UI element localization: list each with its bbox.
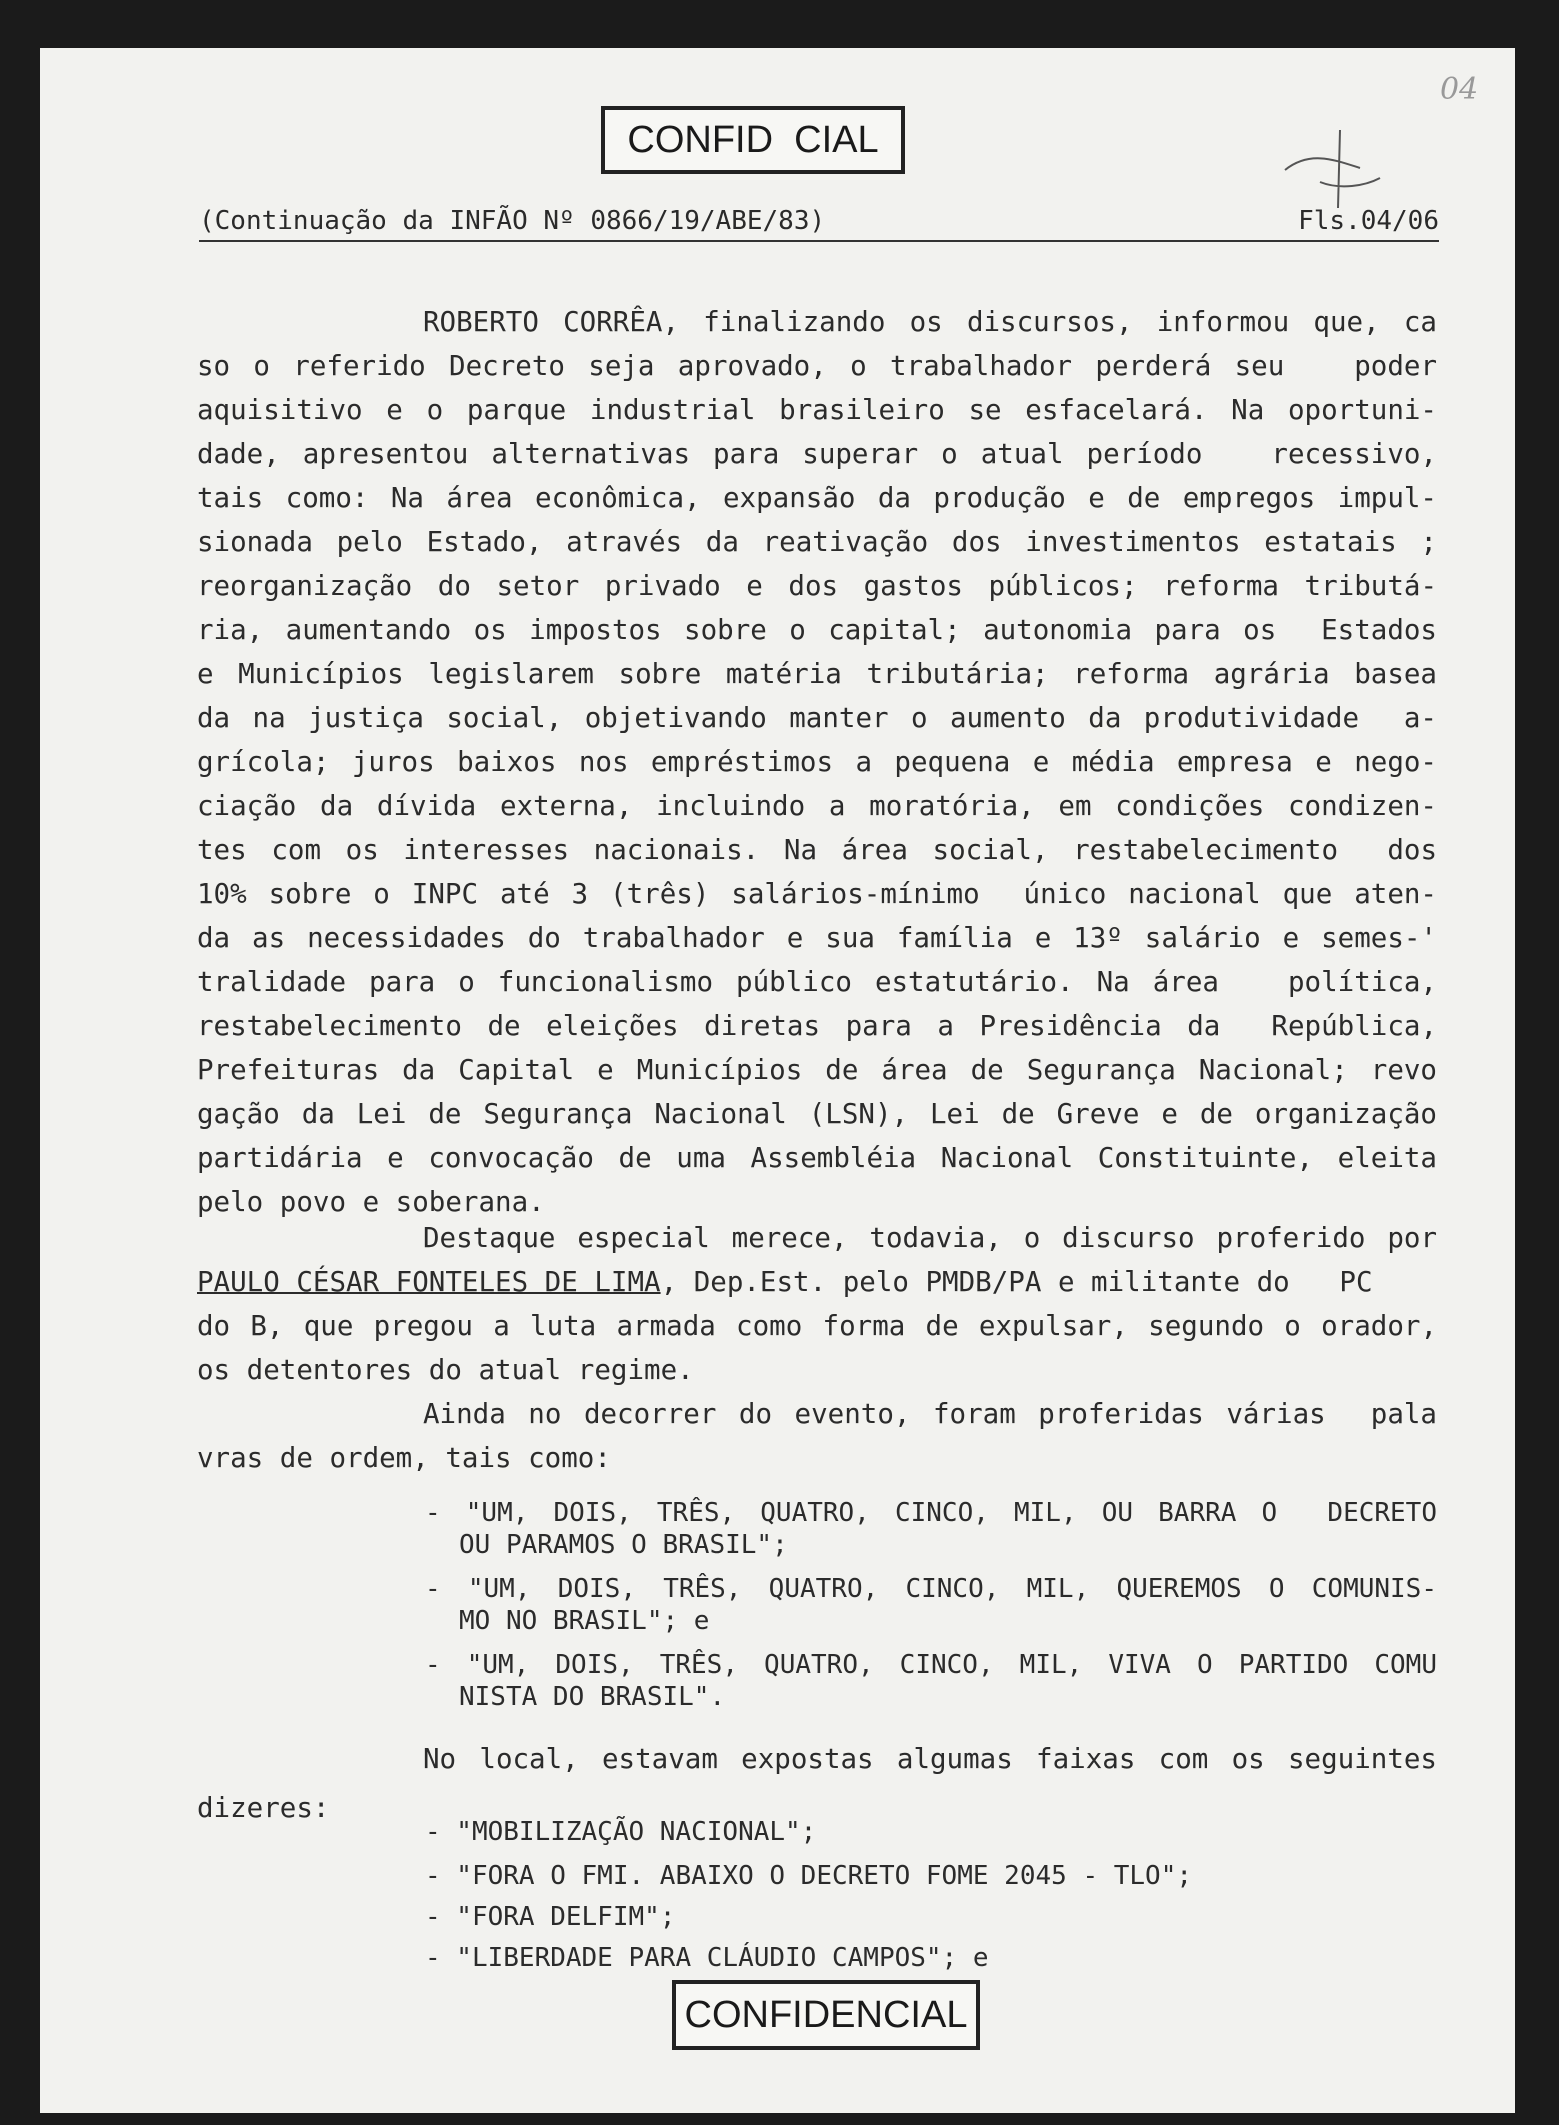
body-line: Destaque especial merece, todavia, o discurso proferido por — [423, 1222, 1437, 1254]
page-corner-number: 04 — [1440, 72, 1479, 107]
body-line: do B, que pregou a luta armada como forma de expulsar, segundo o orador, — [197, 1310, 1437, 1342]
slogan-item: - "UM, DOIS, TRÊS, QUATRO, CINCO, MIL, QUEREMOS O COMUNIS- — [425, 1574, 1437, 1604]
document-header — [199, 206, 1439, 242]
body-line: gação da Lei de Segurança Nacional (LSN), Lei de Greve e de organização — [197, 1098, 1437, 1130]
body-line: da na justiça social, objetivando manter o aumento da produtividade a- — [197, 702, 1437, 734]
confidential-stamp-top: CONFID CIAL — [601, 106, 905, 174]
body-line: 10% sobre o INPC até 3 (três) salários-mínimo único nacional que aten- — [197, 878, 1437, 910]
body-line: da as necessidades do trabalhador e sua família e 13º salário e semes-' — [197, 922, 1437, 954]
name-continuation: , Dep.Est. pelo PMDB/PA e militante do PC — [660, 1266, 1373, 1298]
body-line: partidária e convocação de uma Assembléia Nacional Constituinte, eleita — [197, 1142, 1437, 1174]
banner-item: - "MOBILIZAÇÃO NACIONAL"; — [425, 1817, 817, 1847]
body-line: pelo povo e soberana. — [197, 1186, 545, 1218]
slogan-item: - "UM, DOIS, TRÊS, QUATRO, CINCO, MIL, OU BARRA O DECRETO — [425, 1498, 1437, 1528]
signature-mark — [1280, 120, 1390, 210]
body-line: tais como: Na área econômica, expansão da produção e de empregos impul- — [197, 482, 1437, 514]
slogan-item-cont: MO NO BRASIL"; e — [459, 1606, 710, 1636]
body-line: ROBERTO CORRÊA, finalizando os discursos, informou que, ca — [423, 306, 1437, 338]
body-line: dade, apresentou alternativas para superar o atual período recessivo, — [197, 438, 1437, 470]
body-line: ria, aumentando os impostos sobre o capital; autonomia para os Estados — [197, 614, 1437, 646]
body-line: tes com os interesses nacionais. Na área social, restabelecimento dos — [197, 834, 1437, 866]
slogan-item-cont: OU PARAMOS O BRASIL"; — [459, 1530, 788, 1560]
header-folio: Fls.04/06 — [1298, 206, 1439, 236]
body-line: vras de ordem, tais como: — [197, 1442, 611, 1474]
banner-item: - "FORA O FMI. ABAIXO O DECRETO FOME 2045 - TLO"; — [425, 1861, 1193, 1891]
body-line: ciação da dívida externa, incluindo a moratória, em condições condizen- — [197, 790, 1437, 822]
slogan-item: - "UM, DOIS, TRÊS, QUATRO, CINCO, MIL, VIVA O PARTIDO COMU — [425, 1650, 1437, 1680]
slogan-item-cont: NISTA DO BRASIL". — [459, 1682, 726, 1712]
body-line: dizeres: — [197, 1792, 330, 1824]
banner-item: - "FORA DELFIM"; — [425, 1902, 676, 1932]
highlighted-name: PAULO CÉSAR FONTELES DE LIMA — [197, 1266, 661, 1298]
banner-item: - "LIBERDADE PARA CLÁUDIO CAMPOS"; e — [425, 1943, 989, 1973]
body-line: e Municípios legislarem sobre matéria tributária; reforma agrária basea — [197, 658, 1437, 690]
body-line: tralidade para o funcionalismo público estatutário. Na área política, — [197, 966, 1437, 998]
body-line: restabelecimento de eleições diretas para a Presidência da República, — [197, 1010, 1437, 1042]
body-line: grícola; juros baixos nos empréstimos a pequena e média empresa e nego- — [197, 746, 1437, 778]
body-line: os detentores do atual regime. — [197, 1354, 694, 1386]
body-line — [197, 1264, 1437, 1304]
body-line: Ainda no decorrer do evento, foram proferidas várias pala — [423, 1398, 1437, 1430]
body-line: aquisitivo e o parque industrial brasileiro se esfacelará. Na oportuni- — [197, 394, 1437, 426]
body-line: No local, estavam expostas algumas faixas com os seguintes — [423, 1743, 1437, 1775]
body-line: sionada pelo Estado, através da reativação dos investimentos estatais ; — [197, 526, 1437, 558]
header-reference: (Continuação da INFÃO Nº 0866/19/ABE/83) — [199, 206, 826, 236]
body-line: so o referido Decreto seja aprovado, o trabalhador perderá seu poder — [197, 350, 1437, 382]
confidential-stamp-bottom: CONFIDENCIAL — [672, 1980, 980, 2050]
body-line: Prefeituras da Capital e Municípios de área de Segurança Nacional; revo — [197, 1054, 1437, 1086]
body-line: reorganização do setor privado e dos gastos públicos; reforma tributá- — [197, 570, 1437, 602]
